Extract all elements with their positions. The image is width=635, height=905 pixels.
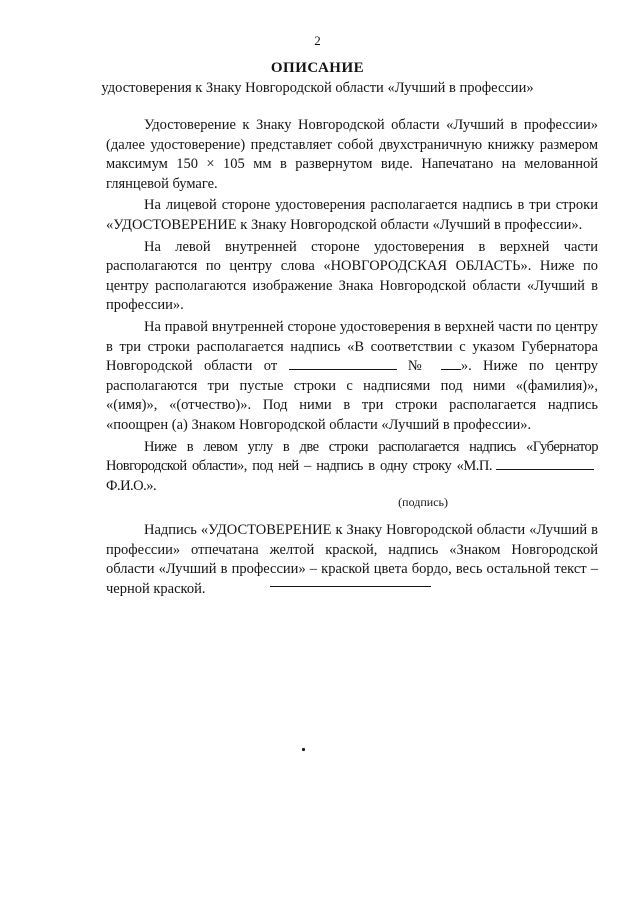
right-side-text-end: ». Ниже по центру располагаются три пустые строки с надписями под ними «(фамилия)», «(имя)», «(отчество)». Под ними в три строки располагается надпись «поощрен (а) Знаком Новгородской области «Лучший в профессии». — [106, 358, 599, 433]
document-body — [106, 116, 598, 602]
signature-caption: (подпись) — [398, 495, 448, 510]
paragraph-left-inner-side: На левой внутренней стороне удостоверения в верхней части располагаются по центру слова «НОВГОРОДСКАЯ ОБЛАСТЬ». Ниже по центру располагаются изображение Знака Новгородской области «Лучший в профессии». — [106, 238, 598, 314]
paragraph-signature-block — [106, 438, 598, 497]
right-side-text-start: На правой внутренней стороне удостоверения в верхней части по центру в три строки располагается надпись «В соответствии с указом Губернатора Новгородской области от — [106, 318, 598, 375]
paragraph-print-colors: Надпись «УДОСТОВЕРЕНИЕ к Знаку Новгородской области «Лучший в профессии» отпечатана желтой краской, надпись «Знаком Новгородской области «Лучший в профессии» – краской цвета бордо, весь остальной текст – черной краской. — [106, 522, 598, 598]
page-number: 2 — [314, 33, 321, 48]
scan-speck — [302, 748, 305, 751]
closing-rule — [270, 586, 431, 587]
document-title: ОПИСАНИЕ — [270, 60, 365, 76]
paragraph-front-side: На лицевой стороне удостоверения располагается надпись в три строки «УДОСТОВЕРЕНИЕ к Знаку Новгородской области «Лучший в профессии». — [106, 197, 598, 233]
number-sign: № — [407, 358, 430, 375]
signature-blank-line — [496, 457, 594, 470]
signature-text-start: Ниже в левом углу в две строки располагается надпись «Губернатор Новгородской области», под ней – надпись в одну строку «М.П. — [106, 438, 598, 475]
paragraph-booklet-format: Удостоверение к Знаку Новгородской области «Лучший в профессии» (далее удостоверение) представляет собой двухстраничную книжку размером максимум 150 × 105 мм в развернутом виде. Напечатано на мелованной глянцевой бумаге. — [106, 117, 598, 192]
signature-text-end: Ф.И.О.». — [106, 477, 157, 494]
document-subtitle: удостоверения к Знаку Новгородской области «Лучший в профессии» — [101, 80, 534, 96]
number-blank-line — [441, 357, 461, 370]
paragraph-right-inner-side — [106, 318, 598, 436]
date-blank-line — [289, 357, 397, 370]
